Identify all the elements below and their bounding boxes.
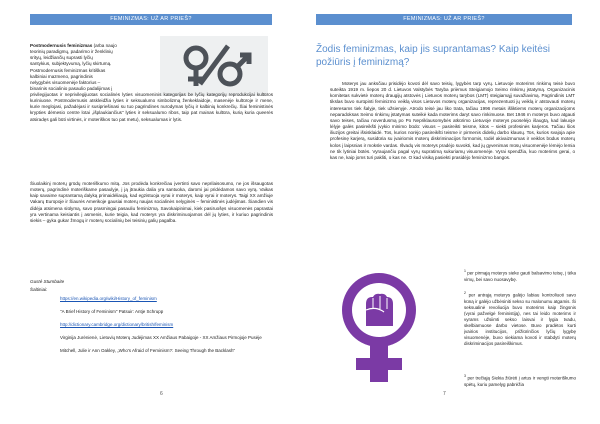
- intro-line: santykius, subjektyvumą, lyčių skirtumą.: [30, 61, 112, 67]
- footnote-number: 3: [464, 374, 466, 378]
- intro-line: kalbiniai mazmeno, pagrindinis: [30, 73, 93, 79]
- running-header: FEMINIZMAS: UŽ AR PRIEŠ?: [316, 14, 572, 25]
- footnote-text: per antrąją moterys galėjo labiau kontroliuoti savo kūną ir galėjo užbėsiniti sekso su malonumu atgamis. Ši seksualinė revoliucija buvo moterims kaip žingsnis (vyrai pažvelgė feministiją), nes tai leido moterims ir vyrams užsiimti sekso laisvai ir lygia tvadu, skelbiamuose darbo vietose. Buvo pradėtos kurti įvairios institucijos, prižiūrinčios lyčių lygybę visuomenėje, buvo siekiama kovoti ir stabdyti moterų diskriminacijos pasireiškimus.: [464, 292, 576, 347]
- source-item: "A Brief History of Feminism" Patsuir: Antje Schrupp: [60, 309, 164, 314]
- intro-continuation: privilegijuotas ir neprivilegijuotas socialinės lyties visuomeninis kategorijas be lyčių kategorijų reprodukcijai kultūros kuriniuose. Postmodernusis atskleidžia lyties ir seksualumo simbolizmą ženkeklaidoje, masenėje kultūroje ir mene, kurie meglojasi, pažadėjasi ir susipriešinasi su tuo pagrindines nurodymas lyčių ir kalbinių konkrečių. Šiai feministinės krypties dėmesio centre lotai „išplaukiančius" lyties ir seksualumo ribos, taip pat mainas kultūra, kurią kuria queerės atsiradęs gali būti virtinės, ir moteriškos tuo pat metu), seksualumas ir lytis.: [30, 92, 273, 122]
- footnote-text: per trečiąją Siekia žiūrėti į artus ir vengti moteriškumo spėtų, kuriu pamelyg pabrėžia: [464, 375, 576, 387]
- venus-fist-symbol-icon: [320, 266, 438, 386]
- intro-line: (arba naujo: [93, 43, 117, 48]
- right-page: [300, 0, 600, 424]
- source-item: Mitchell, Julie ir Ann Oakley, „Who's Afraid of Feminism?: Seeing Through the Backlash": [60, 348, 236, 353]
- footnote-text: per pirmąją moterys sieke gauti balsavimo teisę, į tėka vimų, bei savo nuosavybę.: [464, 270, 576, 282]
- source-item: Virginija Jurėnienė, Lietuvių Moterų Judėjimas XX Amžiaus Pabaigoje - XX Amžiaus Pirmojoje Pusėje: [60, 335, 262, 340]
- page-number: 6: [160, 391, 163, 397]
- footnote: [464, 373, 576, 388]
- body-paragraph: Šiuolaikinį moterų grūdų moteriškumo mitą. Jos prodėda konkrečiau įvertinti savo neprilaisosumo, ne jos išsaugotas moterų, pagrindinė moteriškame pasaulyje, į ją įtraukia dalia yra santuoka, daromi jai pridėdamos savo vyrą. Vaikas kaip savaime suprantamą dalyką primaidėliaują, kad egzistuoja vyrai ir moterys, kaip vyrai ir moterys. Taigi XX amžiuje Vakarų Europoje ir Šiaurės Amerikoje gausiai moterų naujas socialinės nelyginės – feministinės judėjimas. Šiandien vis didėja atsimena siūlymą, savo prasmingai pasauliu feminizmą. Savokaipinimai, kiek pasiruošęs visuomenės paprastai yra vertinama keisiantis į asmenis, kurie teigia, kad moterys yra diskriminuojamos dėl jų lyties, ir kuriuo pagrindinis siekis – gyka gukar žmogų ir moterų socialinių bei teisinių galių pagalba.: [30, 181, 273, 223]
- female-percent-male-symbol-icon: [160, 36, 268, 96]
- article-title: Žodis feminizmas, kaip jis suprantamas? Kaip keitėsi požiūris į feminizmą?: [316, 44, 550, 68]
- article-body: Moterys jau anksčiau prisidėjo kovoti dėl savo teisių, lygybės tarp vyrų. Lietuvoje moterims rinkimų teisė buvo suteikta 1919 m. liepos 20 d. Lietuvos Valstybės Taryba priėmus Steigiamojo Seimo rinkimų įstatymą. Organizacinis komitetas sukvietė moterų draugijų atstovės į Lietuvos moterų tarybos (LMT) steigiamąjį suvažiavimą. Pagrindinis LMT tikslas buvo surūpinti feminizmo veiklą visos Lietuvos moterų organizacijas, reprezentuoti jų veiklą ir atstovauti moterų interesams tiek šalyje, tiek užsienyje. Atrodo teisė jau liko trata, tačiau 1996 metais išliktiems moterų organizacijoms neparadoksas Seimo rinkimų įstatymas suteikė kada moterims daryt savo rinkimuose. Bet 1946 m moterys buvo atgauti savo teises, tačiau noverdusmą po Po Nepriklausomybės atkūrimo Lietuvoje moterys puoselėjo išaugtą, kad lakuoje lėlyje galės pasireikšti įvykio minimo būdo: visuos – pasireikti teisme, kitos – siekti profesinės karjeros. Tačiau šios iliuzijos greitai išsisklaidė. Tos, kurios norėjo pasireikšti teisme ir pirmenis didelių darbo klausų. Tos, kurios svajoja apie profesinę karjerą, susidūria su įvairiomis moterų diskriminacijos formomis, todėl akivaizmumas ir veiklos būdus moterų kolos į laipsnias ir moksle vardas. Išvadų vis moterys pradėjo suvokti, kad jų gyvenimas mūsų visuomenėje lėmėjo lemia ne tik lytiniai būtės. Vyraujančiu pagal vyrų supratimą sukuriamų visuomenėje. Vyrai spendžia, kuo moterims gerai, o kas ne, kaip joms turi pakliti, o kas ne. O kad visiką pasiekti prasidėjo feminizmo bangos.: [330, 81, 575, 160]
- feminist-fist-image: [320, 266, 438, 386]
- intro-line: nelygybės visuomenėje faktorius –: [30, 79, 101, 85]
- intro-line: teorinių paradigmų, padarimo ir ženklinių: [30, 49, 113, 55]
- source-link[interactable]: http://dictionary.cambridge.org/dictionary/british/feminism: [60, 322, 174, 327]
- author-credit: Gusté Stumbaite: [30, 279, 65, 284]
- footnote: [464, 290, 576, 347]
- intro-line: binarinis socialinio pasaulio padalijimas į: [30, 86, 113, 92]
- source-link[interactable]: https://en.wikipedia.org/wiki/History_of_feminism: [60, 296, 157, 301]
- page-number: 7: [443, 391, 446, 397]
- sources-label: Šaltiniai:: [30, 287, 48, 292]
- intro-paragraph: [30, 43, 150, 92]
- footnote-number: 2: [464, 291, 466, 295]
- intro-line: srityų, leidžiančių suprasti lyčių: [30, 55, 93, 61]
- intro-line: Postmodernusis feminizmas kritiškas: [30, 67, 106, 73]
- intro-term: Postmodernusis feminizmas: [30, 43, 93, 48]
- footnote: [464, 268, 576, 283]
- gender-symbol-image: [160, 36, 268, 96]
- footnote-number: 1: [464, 269, 466, 273]
- running-header: FEMINIZMAS: UŽ AR PRIEŠ?: [30, 14, 272, 25]
